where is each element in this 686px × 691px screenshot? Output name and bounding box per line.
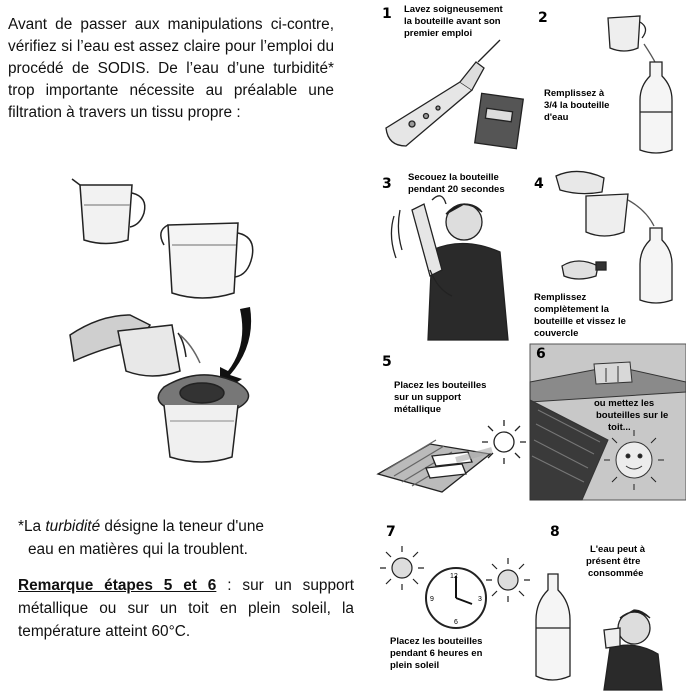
step-6-number: 6 [536, 346, 546, 362]
step-8-number: 8 [550, 524, 560, 540]
remark-paragraph [18, 574, 354, 643]
step-4-caption: Remplissez complètement la bouteille et vissez le couvercle [534, 292, 626, 339]
step-1-number: 1 [382, 6, 392, 22]
step-7-number: 7 [386, 524, 396, 540]
step-8-caption: L'eau peut à présent être consommée [586, 544, 646, 579]
clock-12: 12 [450, 573, 458, 580]
step-6-caption: ou mettez les bouteilles sur le toit... [594, 398, 669, 433]
footnote-term: turbidité [45, 518, 101, 535]
footnote-line1: désigne la teneur d'une [100, 518, 264, 535]
jug-large-illustration [161, 223, 253, 298]
step-2-caption: Remplissez à 3/4 la bouteille d'eau [544, 88, 610, 123]
step-1 [382, 4, 523, 149]
clock-icon [426, 568, 486, 628]
step-2-number: 2 [538, 10, 548, 26]
pouring-into-bottle-illustration [556, 171, 672, 303]
step-5-caption: Placez les bouteilles sur un support métallique [394, 380, 487, 415]
step-3-caption: Secouez la bouteille pendant 20 secondes [408, 172, 505, 195]
clock-9: 9 [430, 596, 434, 603]
filter-illustration [60, 165, 320, 465]
pouring-hand-illustration [70, 315, 200, 376]
man-shaking-bottle-illustration [391, 196, 508, 340]
step-4-number: 4 [534, 176, 544, 192]
step-1-caption: Lavez soigneusement la bouteille avant son premier emploi [404, 4, 503, 39]
bottles-on-metal-sheet-illustration [378, 420, 526, 492]
step-4 [534, 171, 672, 339]
step-3 [382, 172, 508, 340]
step-2 [538, 10, 672, 153]
remark-text: : sur un support métallique ou sur un toit en plein soleil, la température atteint 60°C. [18, 577, 354, 640]
footnote [18, 515, 338, 561]
intro-paragraph: Avant de passer aux manipulations ci-contre, vérifiez si l’eau est assez claire pour l’emploi du procédé de SODIS. De l’eau d’une turbidité* trop importante nécessite au préalable une filtration à travers un tissu propre : [8, 16, 334, 121]
bottle-washing-illustration [386, 40, 523, 149]
footnote-line2: eau en matières qui la troublent. [28, 541, 248, 558]
sun-left-icon [380, 546, 424, 590]
steps-panel [372, 0, 686, 691]
bottle-fill-3-4-illustration [608, 16, 672, 153]
sun-right-icon [486, 558, 530, 602]
bucket-with-cloth-illustration [158, 375, 248, 462]
clock-3: 3 [478, 596, 482, 603]
step-3-number: 3 [382, 176, 392, 192]
clock-6: 6 [454, 619, 458, 626]
step-8 [536, 524, 662, 690]
jug-small-illustration [72, 179, 145, 244]
step-7-caption: Placez les bouteilles pendant 6 heures en plein soleil [390, 636, 483, 671]
person-drinking-illustration [536, 574, 662, 690]
step-7 [380, 524, 530, 671]
step-6 [530, 344, 686, 500]
remark-label: Remarque étapes 5 et 6 [18, 577, 217, 594]
step-5-number: 5 [382, 354, 392, 370]
step-5 [378, 354, 526, 492]
footnote-prefix: *La [18, 518, 46, 535]
